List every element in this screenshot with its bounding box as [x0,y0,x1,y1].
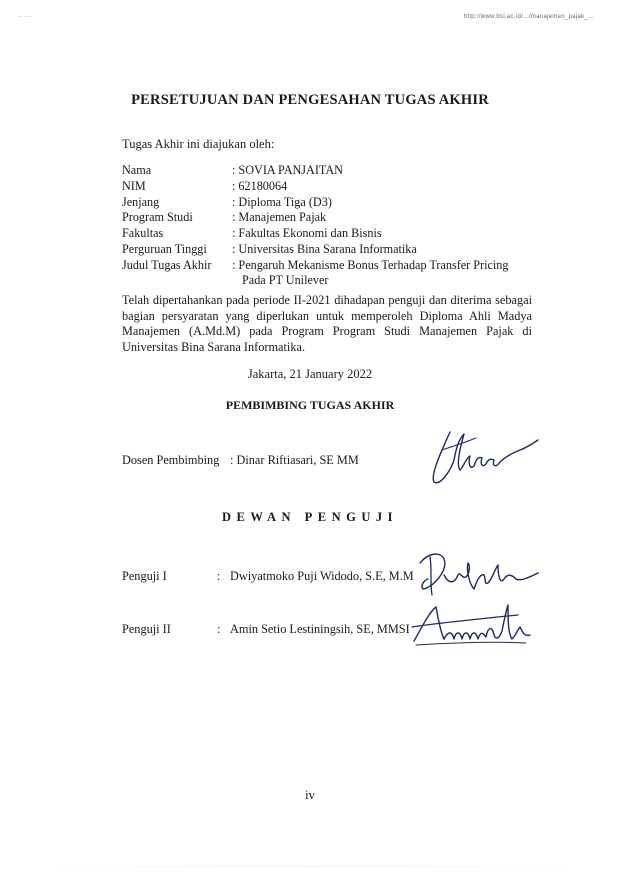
field-value: : 62180064 [232,178,288,193]
scan-edge [30,866,590,867]
field-label: Fakultas [122,226,164,241]
date-line: Jakarta, 21 January 2022 [247,367,373,381]
field-label: NIM [122,178,146,193]
page-title: PERSETUJUAN DAN PENGESAHAN TUGAS AKHIR [131,92,489,108]
approval-paragraph: Telah dipertahankan pada periode II-2021 dihadapan penguji dan diterima sebagai bagian persyaratan yang diperlukan untuk memperoleh Diploma Ahli Madya Manajemen (A.Md.M) pada Program Program Studi Manajemen Pajak di Universitas Bina Sarana Informatika. [122,293,532,354]
advisor-name: : Dinar Riftiasari, SE MM [230,453,359,467]
examiner-name: Dwiyatmoko Puji Widodo, S.E, M.M [230,569,414,583]
field-value: : Manajemen Pajak [232,210,327,225]
field-value: : Fakultas Ekonomi dan Bisnis [232,226,382,241]
field-value-continuation: Pada PT Unilever [242,273,329,288]
advisor-row [122,453,359,468]
field-value: : Pengaruh Mekanisme Bonus Terhadap Transfer Pricing [232,257,509,272]
scan-header-left: ····· [18,14,33,20]
advisor-signature [420,420,540,490]
intro-text: Tugas Akhir ini diajukan oleh: [122,137,275,151]
field-label: Perguruan Tinggi [122,241,207,256]
advisor-label: Dosen Pembimbing [122,453,220,467]
field-label: Judul Tugas Akhir [122,257,212,272]
advisor-heading: PEMBIMBING TUGAS AKHIR [225,398,395,412]
field-label: Jenjang [122,194,160,209]
field-value: : Universitas Bina Sarana Informatika [232,241,417,256]
scan-header-url: http://www.bsi.ac.id/.../manajemen_pajak_... [463,14,594,20]
examiner-label: Penguji II [122,622,171,636]
examiner-label: Penguji I [122,569,167,583]
examiner-row-2 [122,622,410,637]
field-label: Program Studi [122,210,193,225]
examiner-1-signature [414,545,544,600]
field-label: Nama [122,163,152,177]
scan-header [0,14,620,22]
examiner-2-signature [408,597,538,652]
field-value: : SOVIA PANJAITAN [232,163,343,177]
board-heading: DEWAN PENGUJI [221,510,399,524]
examiner-colon: : [217,569,221,583]
examiner-name: Amin Setio Lestiningsih, SE, MMSI [230,622,410,636]
examiner-row-1 [122,569,414,584]
field-value: : Diploma Tiga (D3) [232,194,332,209]
page-number: iv [305,788,315,802]
examiner-colon: : [217,622,221,636]
